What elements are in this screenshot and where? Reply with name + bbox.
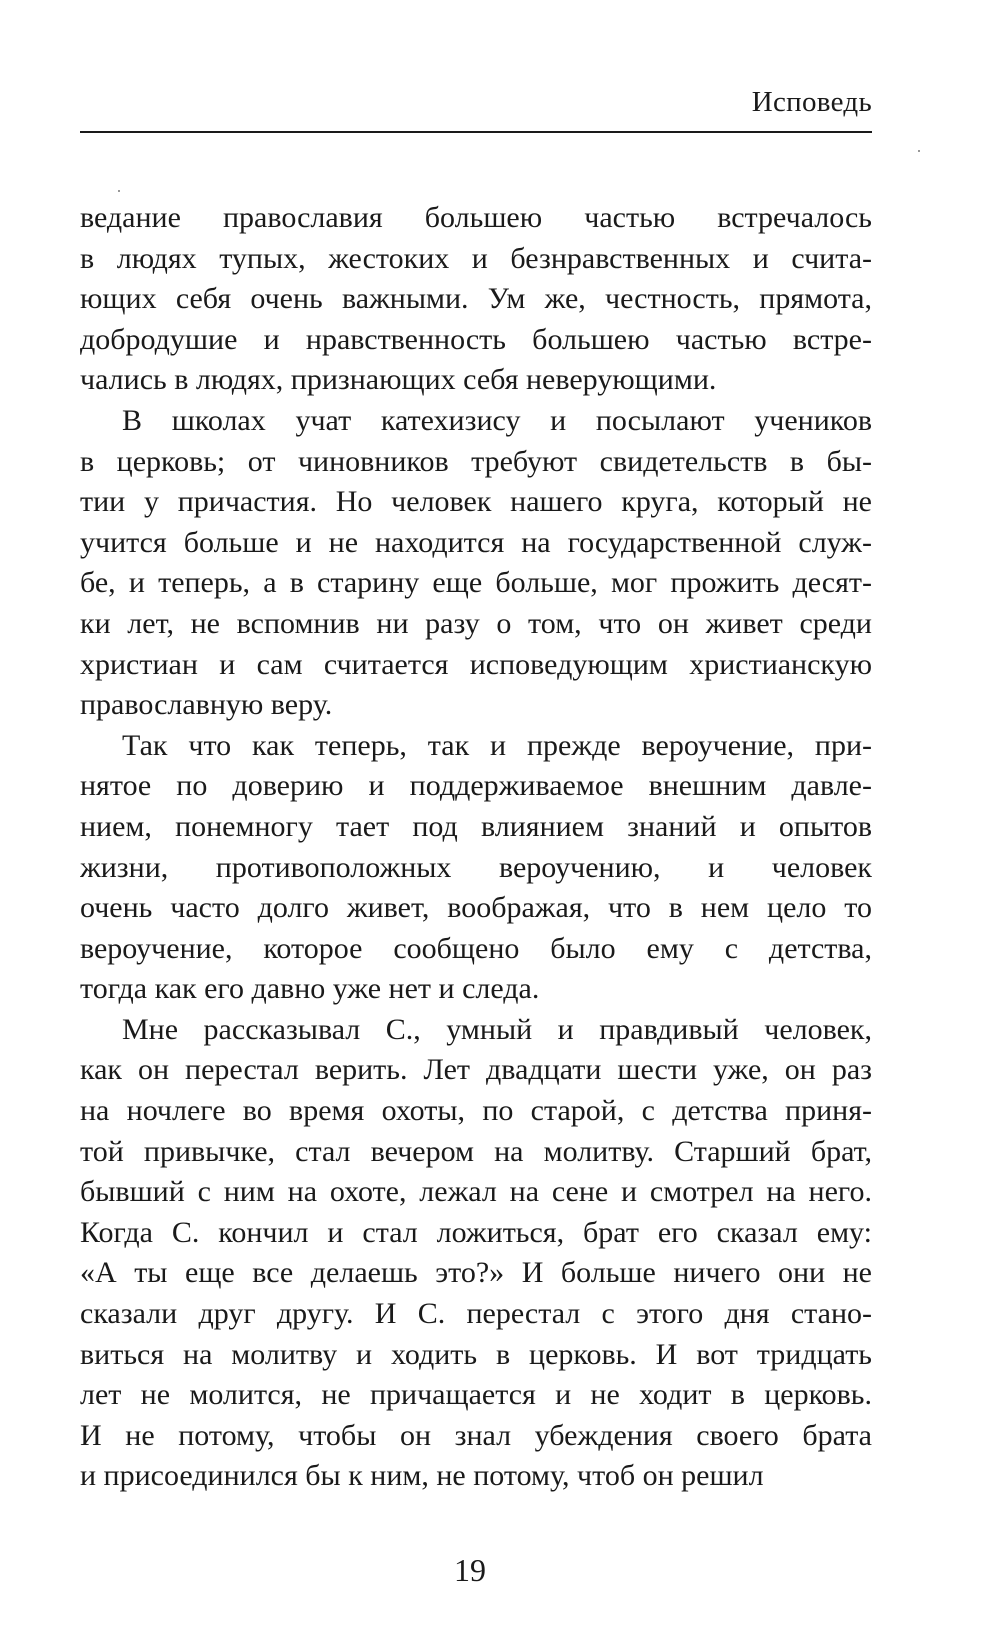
text-line: И не потому, чтобы он знал убеждения своего брата: [80, 1418, 872, 1452]
text-line: Так что как теперь, так и прежде вероучение, при-: [122, 728, 872, 762]
text-line: православную веру.: [80, 688, 333, 722]
text-line: на ночлеге во время охоты, по старой, с детства приня-: [80, 1094, 872, 1128]
paragraph: [80, 198, 872, 401]
text-line: христиан и сам считается исповедующим христианскую: [80, 647, 872, 681]
text-line: добродушие и нравственность большею частью встре-: [80, 322, 872, 356]
page-number: 19: [454, 1552, 486, 1588]
text-line: ющих себя очень важными. Ум же, честность, прямота,: [80, 282, 872, 316]
text-line: бе, и теперь, а в старину еще больше, мог прожить десят-: [80, 566, 872, 600]
text-line: жизни, противоположных вероучению, и человек: [80, 850, 872, 884]
text-line: Когда С. кончил и стал ложиться, брат его сказал ему:: [80, 1215, 872, 1249]
text-line: тии у причастия. Но человек нашего круга, который не: [80, 485, 872, 519]
paper-speck: [918, 150, 920, 152]
paragraph: [80, 726, 872, 1010]
paper-speck: [118, 190, 120, 192]
text-line: учится больше и не находится на государственной служ-: [80, 525, 872, 559]
text-line: нием, понемногу тает под влиянием знаний и опытов: [80, 809, 872, 843]
text-line: нятое по доверию и поддерживаемое внешним давле-: [80, 769, 872, 803]
text-line: в людях тупых, жестоких и безнравственных и счита-: [80, 241, 872, 275]
text-line: ки лет, не вспомнив ни разу о том, что он живет среди: [80, 606, 872, 640]
running-head-title: Исповедь: [751, 86, 872, 118]
text-line: В школах учат катехизису и посылают учеников: [122, 403, 872, 437]
text-line: вероучение, которое сообщено было ему с детства,: [80, 931, 872, 965]
text-line: очень часто долго живет, воображая, что в нем цело то: [80, 891, 872, 925]
text-line: той привычке, стал вечером на молитву. Старший брат,: [80, 1134, 872, 1168]
text-line: Мне рассказывал С., умный и правдивый человек,: [122, 1012, 872, 1046]
text-line: и присоединился бы к ним, не потому, чтоб он решил: [80, 1459, 764, 1493]
text-line: в церковь; от чиновников требуют свидетельств в бы-: [80, 444, 872, 478]
paragraph: [80, 401, 872, 726]
text-line: чались в людях, признающих себя неверующими.: [80, 363, 717, 397]
text-line: «А ты еще все делаешь это?» И больше ничего они не: [80, 1256, 872, 1290]
header-rule: [80, 131, 872, 133]
body-text: [80, 198, 872, 1497]
text-line: лет не молится, не причащается и не ходит в церковь.: [80, 1378, 872, 1412]
text-line: как он перестал верить. Лет двадцати шести уже, он раз: [80, 1053, 872, 1087]
paragraph: [80, 1010, 872, 1497]
text-line: тогда как его давно уже нет и следа.: [80, 972, 540, 1006]
text-line: бывший с ним на охоте, лежал на сене и смотрел на него.: [80, 1175, 872, 1209]
text-line: ведание православия большею частью встречалось: [80, 201, 872, 234]
text-line: виться на молитву и ходить в церковь. И вот тридцать: [80, 1337, 872, 1371]
text-line: сказали друг другу. И С. перестал с этого дня стано-: [80, 1297, 872, 1331]
